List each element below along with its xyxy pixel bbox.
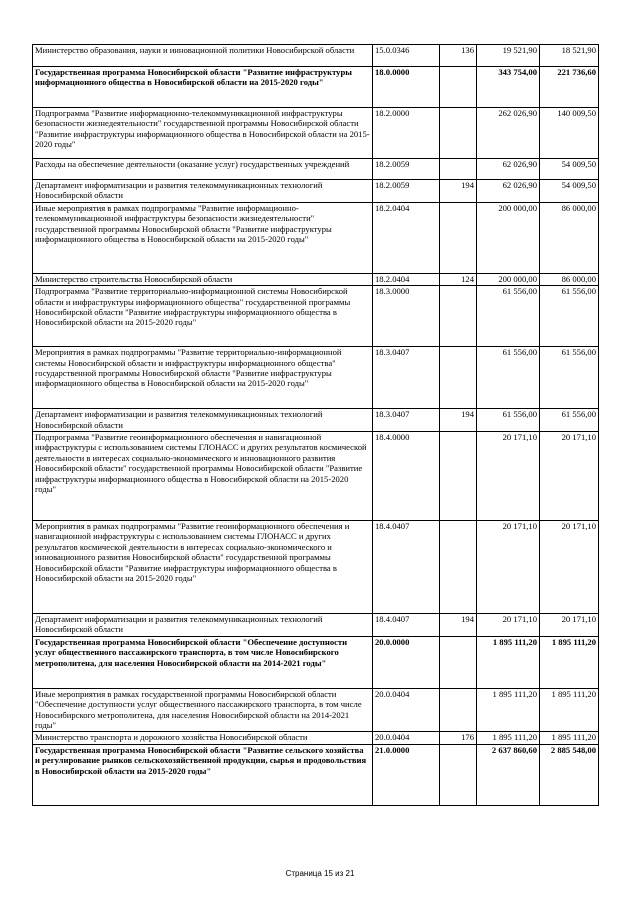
row-name: Министерство транспорта и дорожного хозяйства Новосибирской области	[33, 732, 373, 744]
row-sum1: 200 000,00	[477, 273, 540, 285]
table-row	[33, 409, 599, 432]
row-sum1: 343 754,00	[477, 67, 540, 108]
row-sum2: 20 171,10	[540, 614, 599, 637]
row-code: 15.0.0346	[373, 45, 440, 67]
row-sum2: 1 895 111,20	[540, 636, 599, 688]
table-row	[33, 614, 599, 637]
row-code: 18.2.0404	[373, 202, 440, 273]
row-code: 18.4.0407	[373, 614, 440, 637]
row-code: 18.2.0000	[373, 108, 440, 159]
row-name: Мероприятия в рамках подпрограммы "Развитие геоинформационного обеспечения и навигационной инфраструктуры с использованием системы ГЛОНАСС и других результатов космической деятельности в интересах социально-экономического и инновационного развития Новосибирской области" государственной программы Новосибирской области "Развитие инфраструктуры информационного общества в Новосибирской области на 2015-2020 годы"	[33, 521, 373, 614]
table-row	[33, 67, 599, 108]
row-vr	[440, 432, 477, 521]
row-sum1: 2 637 860,60	[477, 744, 540, 805]
row-sum1: 20 171,10	[477, 432, 540, 521]
row-sum2: 86 000,00	[540, 202, 599, 273]
row-name: Государственная программа Новосибирской области "Обеспечение доступности услуг общественного пассажирского транспорта, в том числе Новосибирского метрополитена, для населения Новосибирской области на 2014-2021 годы"	[33, 636, 373, 688]
table-row	[33, 732, 599, 744]
row-vr	[440, 67, 477, 108]
row-code: 18.3.0407	[373, 347, 440, 409]
row-code: 20.0.0404	[373, 688, 440, 732]
row-vr	[440, 202, 477, 273]
table-row	[33, 744, 599, 805]
row-code: 18.0.0000	[373, 67, 440, 108]
row-vr	[440, 636, 477, 688]
row-sum1: 20 171,10	[477, 521, 540, 614]
row-sum1: 200 000,00	[477, 202, 540, 273]
row-sum2: 54 009,50	[540, 159, 599, 180]
row-sum2: 2 885 548,00	[540, 744, 599, 805]
table-row	[33, 521, 599, 614]
row-sum2: 1 895 111,20	[540, 732, 599, 744]
row-name: Департамент информатизации и развития телекоммуникационных технологий Новосибирской области	[33, 180, 373, 203]
row-sum2: 221 736,60	[540, 67, 599, 108]
budget-table	[32, 44, 599, 806]
row-sum2: 54 009,50	[540, 180, 599, 203]
row-sum2: 61 556,00	[540, 286, 599, 347]
row-sum1: 262 026,90	[477, 108, 540, 159]
row-code: 20.0.0000	[373, 636, 440, 688]
row-name: Департамент информатизации и развития телекоммуникационных технологий Новосибирской области	[33, 614, 373, 637]
row-vr: 124	[440, 273, 477, 285]
row-code: 18.3.0000	[373, 286, 440, 347]
table-row	[33, 432, 599, 521]
table-row	[33, 45, 599, 67]
row-name: Государственная программа Новосибирской области "Развитие сельского хозяйства и регулирование рынков сельскохозяйственной продукции, сырья и продовольствия в Новосибирской области на 2015-2020 годы"	[33, 744, 373, 805]
row-code: 18.2.0404	[373, 273, 440, 285]
row-vr: 136	[440, 45, 477, 67]
table-row	[33, 108, 599, 159]
row-name: Министерство строительства Новосибирской области	[33, 273, 373, 285]
row-name: Департамент информатизации и развития телекоммуникационных технологий Новосибирской области	[33, 409, 373, 432]
row-sum1: 61 556,00	[477, 286, 540, 347]
row-vr	[440, 744, 477, 805]
row-code: 21.0.0000	[373, 744, 440, 805]
row-sum2: 1 895 111,20	[540, 688, 599, 732]
table-row	[33, 286, 599, 347]
row-name: Государственная программа Новосибирской области "Развитие инфраструктуры информационного общества в Новосибирской области на 2015-2020 годы"	[33, 67, 373, 108]
table-row	[33, 688, 599, 732]
table-row	[33, 159, 599, 180]
row-vr	[440, 347, 477, 409]
row-name: Иные мероприятия в рамках подпрограммы "Развитие информационно-телекоммуникационной инфраструктуры безопасности жизнедеятельности" государственной программы Новосибирской области "Развитие инфраструктуры информационного общества в Новосибирской области на 2015-2020 годы"	[33, 202, 373, 273]
row-name: Министерство образования, науки и инновационной политики Новосибирской области	[33, 45, 373, 67]
row-name: Подпрограмма "Развитие территориально-информационной системы Новосибирской области и инфраструктуры информационного общества" государственной программы Новосибирской области "Развитие инфраструктуры информационного общества в Новосибирской области на 2015-2020 годы"	[33, 286, 373, 347]
table-row	[33, 347, 599, 409]
row-code: 18.4.0000	[373, 432, 440, 521]
row-sum1: 61 556,00	[477, 409, 540, 432]
row-sum1: 1 895 111,20	[477, 688, 540, 732]
row-name: Иные мероприятия в рамках государственной программы Новосибирской области "Обеспечение доступности услуг общественного пассажирского транспорта, в том числе Новосибирского метрополитена, для населения Новосибирской области на 2014-2021 годы"	[33, 688, 373, 732]
row-sum1: 1 895 111,20	[477, 636, 540, 688]
row-vr: 176	[440, 732, 477, 744]
page-footer: Страница 15 из 21	[285, 869, 355, 878]
row-vr: 194	[440, 614, 477, 637]
row-sum1: 62 026,90	[477, 180, 540, 203]
row-sum1: 19 521,90	[477, 45, 540, 67]
row-vr	[440, 159, 477, 180]
row-vr	[440, 521, 477, 614]
row-sum1: 1 895 111,20	[477, 732, 540, 744]
row-sum1: 62 026,90	[477, 159, 540, 180]
row-sum2: 20 171,10	[540, 521, 599, 614]
row-vr	[440, 688, 477, 732]
table-row	[33, 636, 599, 688]
table-row	[33, 180, 599, 203]
row-vr: 194	[440, 180, 477, 203]
row-code: 18.3.0407	[373, 409, 440, 432]
row-sum1: 61 556,00	[477, 347, 540, 409]
row-name: Мероприятия в рамках подпрограммы "Развитие территориально-информационной системы Новосибирской области и инфраструктуры информационного общества" государственной программы Новосибирской области "Развитие инфраструктуры информационного общества в Новосибирской области на 2015-2020 годы"	[33, 347, 373, 409]
row-vr: 194	[440, 409, 477, 432]
row-name: Расходы на обеспечение деятельности (оказание услуг) государственных учреждений	[33, 159, 373, 180]
row-vr	[440, 286, 477, 347]
row-sum2: 20 171,10	[540, 432, 599, 521]
row-name: Подпрограмма "Развитие информационно-телекоммуникационной инфраструктуры безопасности жизнедеятельности" государственной программы Новосибирской области "Развитие инфраструктуры информационного общества в Новосибирской области на 2015-2020 годы"	[33, 108, 373, 159]
row-vr	[440, 108, 477, 159]
row-sum2: 61 556,00	[540, 409, 599, 432]
row-sum1: 20 171,10	[477, 614, 540, 637]
row-sum2: 140 009,50	[540, 108, 599, 159]
table-row	[33, 202, 599, 273]
row-code: 18.2.0059	[373, 180, 440, 203]
row-sum2: 86 000,00	[540, 273, 599, 285]
row-code: 20.0.0404	[373, 732, 440, 744]
row-code: 18.4.0407	[373, 521, 440, 614]
row-name: Подпрограмма "Развитие геоинформационного обеспечения и навигационной инфраструктуры с использованием системы ГЛОНАСС и других результатов космической деятельности в интересах социально-экономического и инновационного развития Новосибирской области" государственной программы Новосибирской области "Развитие инфраструктуры информационного общества в Новосибирской области на 2015-2020 годы"	[33, 432, 373, 521]
table-row	[33, 273, 599, 285]
row-sum2: 61 556,00	[540, 347, 599, 409]
row-code: 18.2.0059	[373, 159, 440, 180]
row-sum2: 18 521,90	[540, 45, 599, 67]
